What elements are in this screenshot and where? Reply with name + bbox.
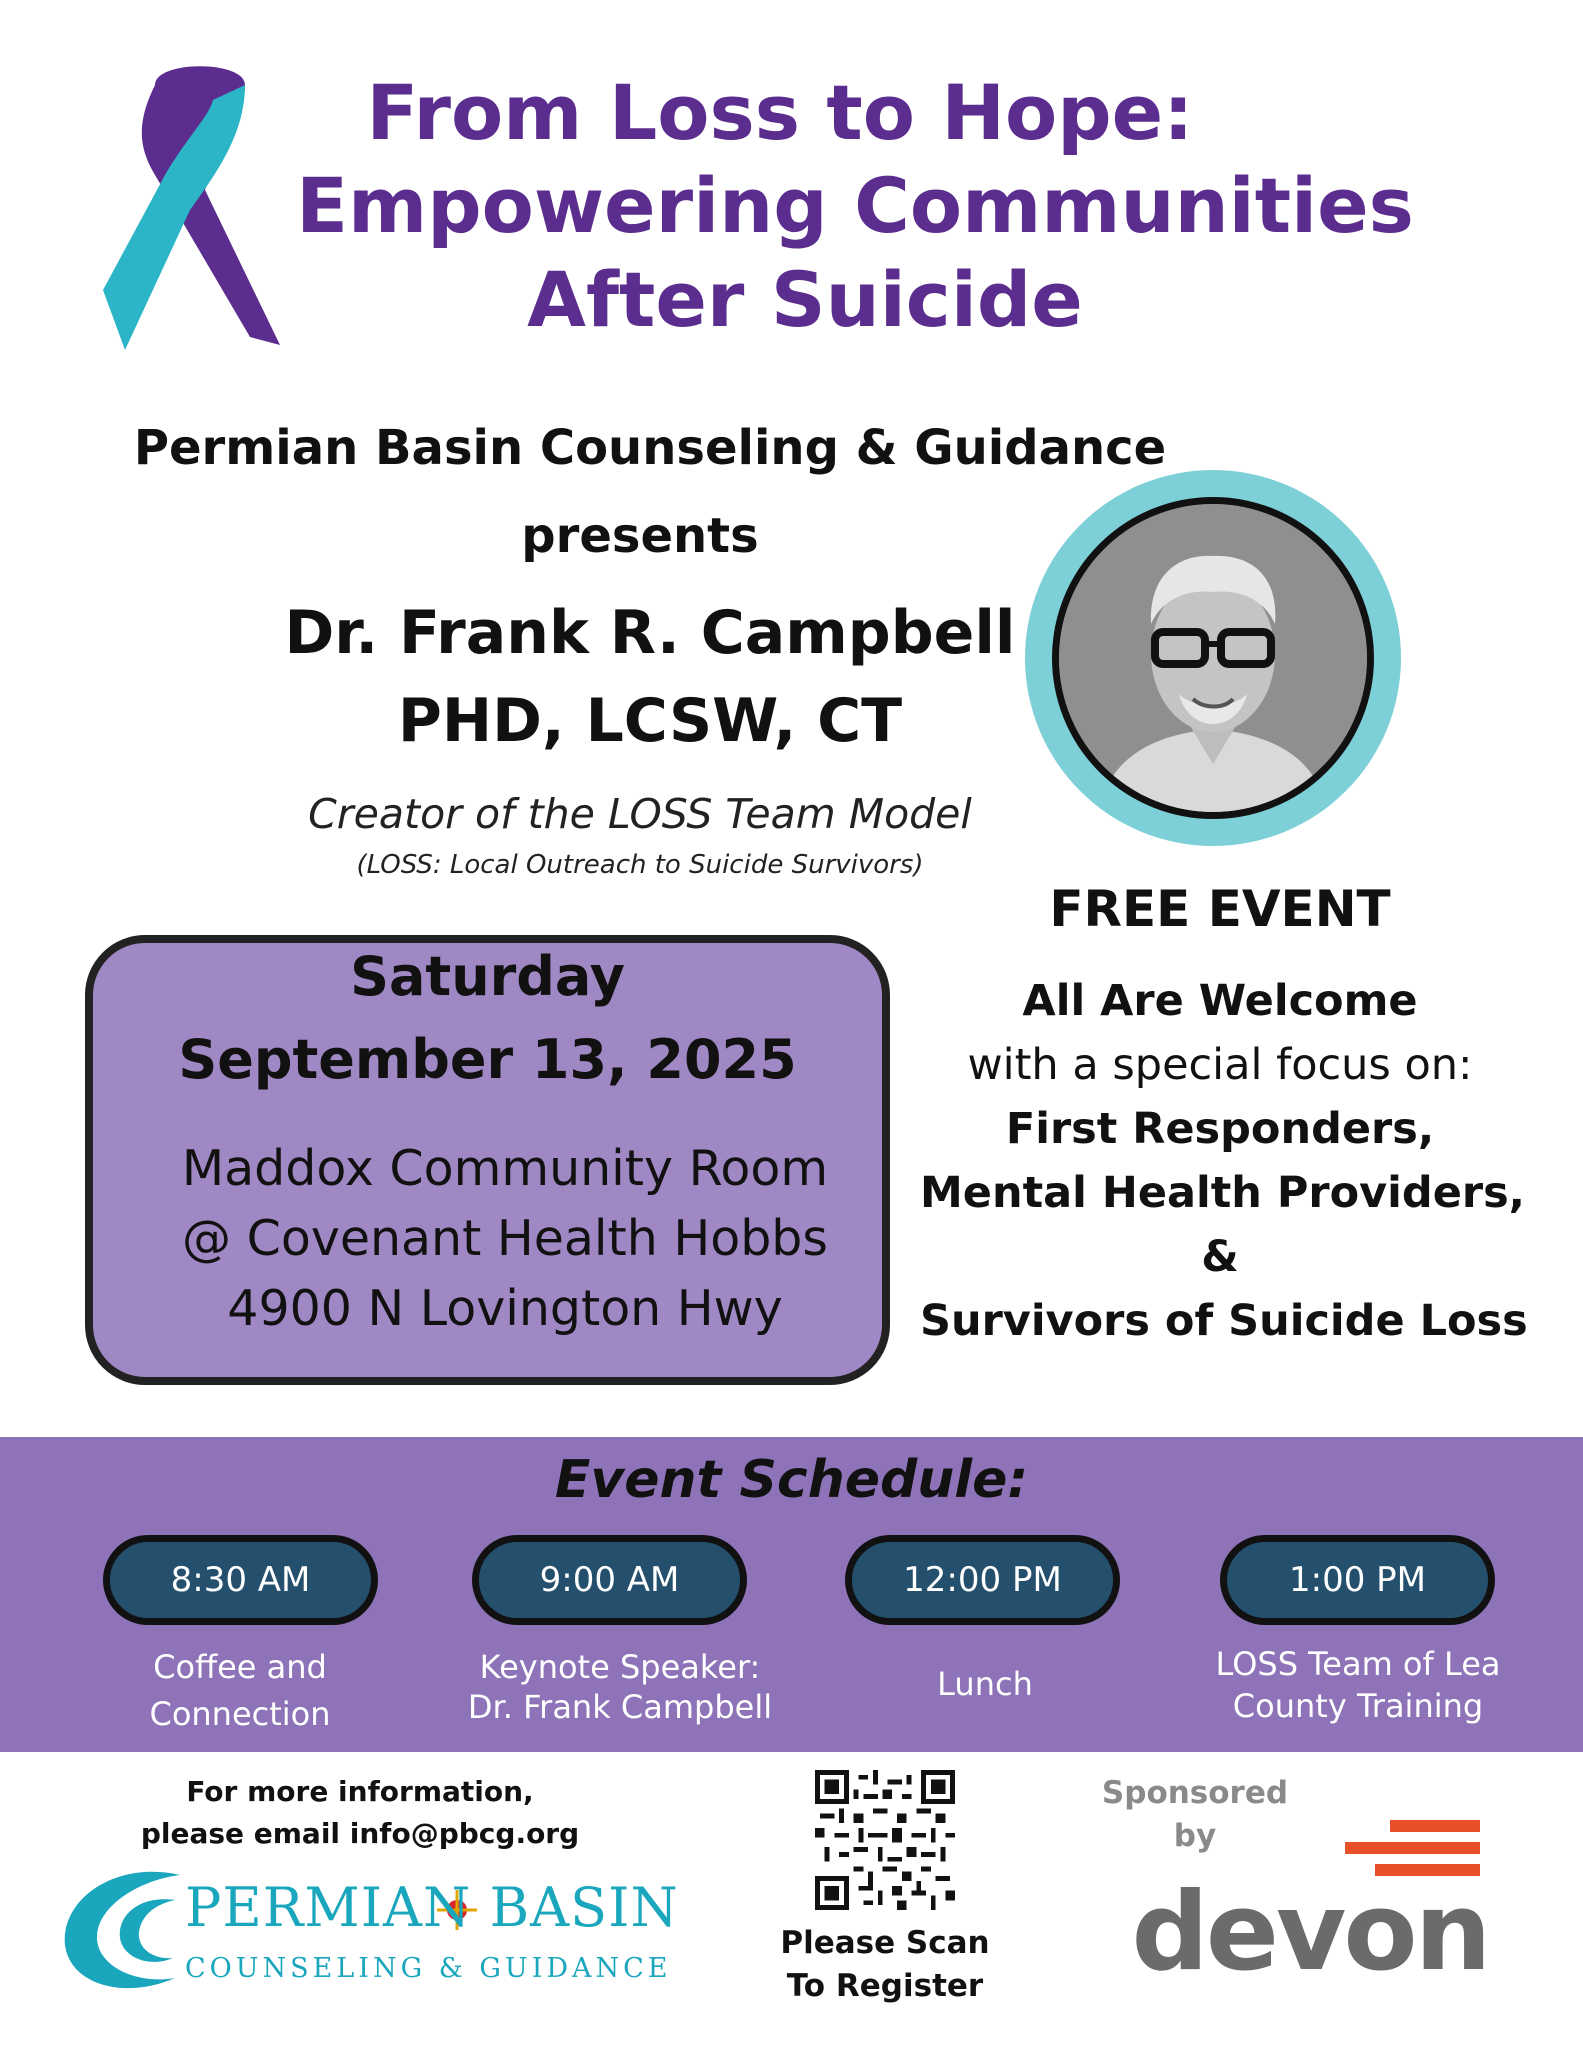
event-date: September 13, 2025 <box>178 1028 797 1091</box>
free-event-label: FREE EVENT <box>1049 880 1391 938</box>
audience-mental-health: Mental Health Providers, <box>920 1168 1526 1218</box>
sponsor-logo-devon: devon <box>1131 1870 1489 1995</box>
info-email[interactable]: please email info@pbcg.org <box>140 1817 580 1850</box>
speaker-credentials: PHD, LCSW, CT <box>397 686 903 756</box>
audience-first-responders: First Responders, <box>1005 1104 1435 1154</box>
event-day: Saturday <box>350 945 625 1008</box>
schedule-time-1: 8:30 AM <box>103 1535 378 1625</box>
all-welcome: All Are Welcome <box>1022 976 1418 1026</box>
speaker-photo <box>1052 497 1374 819</box>
schedule-title: Event Schedule: <box>554 1450 1029 1510</box>
schedule-desc-4b: County Training <box>1232 1687 1484 1725</box>
logo-wordmark: PERMIAN BASIN <box>185 1876 679 1939</box>
venue-room: Maddox Community Room <box>181 1140 829 1197</box>
speaker-name: Dr. Frank R. Campbell <box>284 598 1016 668</box>
loss-definition: (LOSS: Local Outreach to Suicide Survivors) <box>356 850 924 880</box>
presenting-organization: Permian Basin Counseling & Guidance <box>133 420 1167 476</box>
qr-code-icon[interactable] <box>815 1770 955 1910</box>
audience-ampersand: & <box>1201 1232 1239 1282</box>
logo-subtitle: COUNSELING & GUIDANCE <box>185 1953 672 1984</box>
sponsored-label: Sponsored <box>1101 1775 1289 1811</box>
info-line-1: For more information, <box>186 1775 534 1808</box>
venue-address: 4900 N Lovington Hwy <box>227 1280 783 1337</box>
schedule-time-3: 12:00 PM <box>845 1535 1120 1625</box>
scan-label-1: Please Scan <box>780 1925 990 1961</box>
scan-label-2: To Register <box>786 1968 984 2004</box>
venue-building: @ Covenant Health Hobbs <box>182 1210 828 1267</box>
schedule-desc-4a: LOSS Team of Lea <box>1215 1645 1501 1683</box>
title-line-3: After Suicide <box>527 255 1083 344</box>
focus-intro: with a special focus on: <box>967 1040 1473 1090</box>
schedule-desc-1b: Connection <box>149 1695 331 1733</box>
schedule-desc-2b: Dr. Frank Campbell <box>467 1688 773 1726</box>
audience-survivors: Survivors of Suicide Loss <box>920 1296 1528 1346</box>
schedule-desc-3: Lunch <box>937 1665 1033 1703</box>
speaker-portrait-icon <box>1059 504 1367 812</box>
schedule-desc-1a: Coffee and <box>153 1648 327 1686</box>
sponsored-by-label: by <box>1173 1818 1217 1854</box>
presents-label: presents <box>521 508 759 564</box>
schedule-desc-2a: Keynote Speaker: <box>479 1648 761 1686</box>
awareness-ribbon-icon <box>95 55 300 355</box>
speaker-role: Creator of the LOSS Team Model <box>308 790 972 838</box>
schedule-time-2: 9:00 AM <box>472 1535 747 1625</box>
title-line-2: Empowering Communities <box>296 161 1414 250</box>
schedule-time-4: 1:00 PM <box>1220 1535 1495 1625</box>
title-line-1: From Loss to Hope: <box>366 68 1194 157</box>
